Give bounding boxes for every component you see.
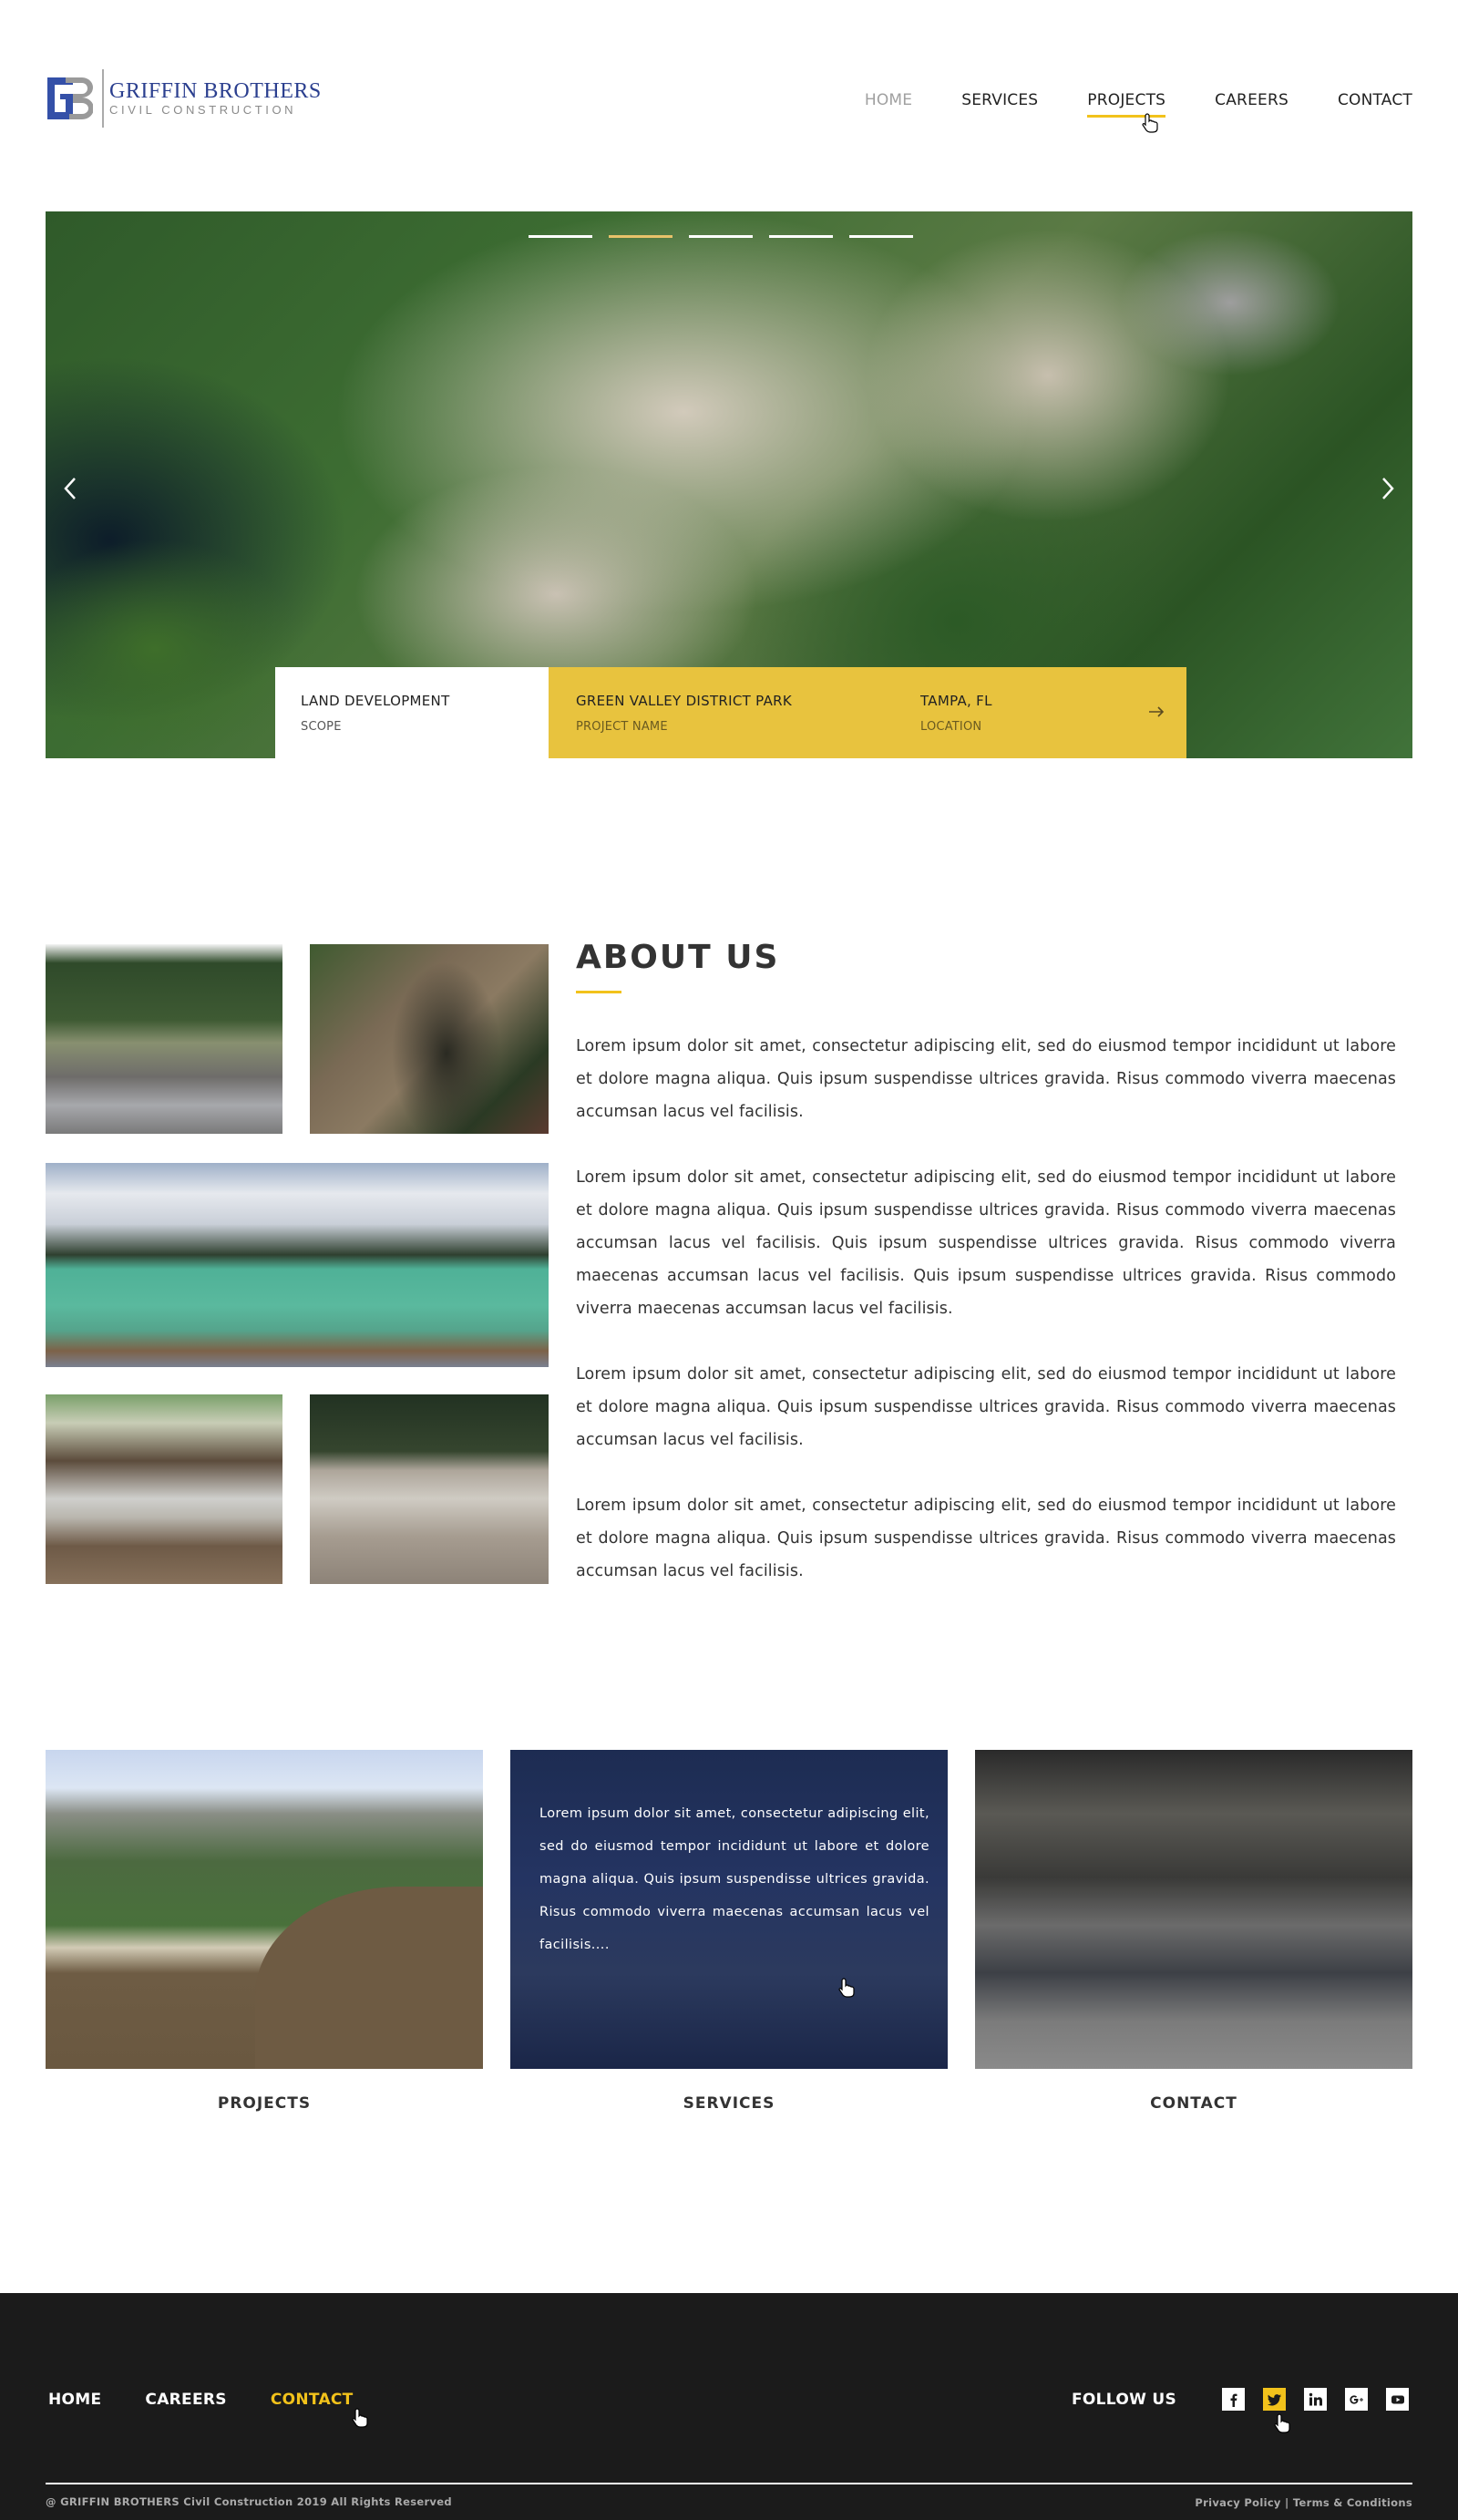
location-label: LOCATION [920, 720, 982, 734]
logo-divider [102, 69, 104, 128]
gabion-channel-photo [46, 944, 282, 1134]
nav-careers[interactable]: CAREERS [1215, 91, 1289, 109]
privacy-policy-link[interactable]: Privacy Policy [1195, 2496, 1281, 2509]
footer-nav [48, 2391, 354, 2409]
youtube-icon[interactable] [1386, 2388, 1409, 2411]
legal-links [1195, 2496, 1412, 2509]
slide-indicator-2[interactable] [609, 235, 673, 238]
hand-cursor-icon [1142, 113, 1158, 133]
logo-name: GRIFFIN BROTHERS [109, 79, 322, 103]
about-title: ABOUT US [576, 939, 780, 976]
social-links [1222, 2388, 1409, 2411]
location-value: TAMPA, FL [920, 693, 992, 709]
hand-cursor-icon [838, 1978, 855, 1998]
scope-block [275, 667, 549, 758]
terms-link[interactable]: Terms & Conditions [1292, 2496, 1412, 2509]
project-info-card[interactable] [275, 667, 1186, 758]
footer-divider [46, 2483, 1412, 2484]
nav-projects[interactable]: PROJECTS [1087, 91, 1166, 109]
nav-home[interactable]: HOME [864, 91, 913, 109]
chevron-right-icon[interactable] [1378, 476, 1396, 501]
footer-nav-contact[interactable]: CONTACT [270, 2391, 354, 2409]
title-underline [576, 991, 621, 993]
project-name-value: GREEN VALLEY DISTRICT PARK [576, 693, 792, 709]
tile-contact[interactable] [975, 1750, 1412, 2113]
slide-indicator-3[interactable] [689, 235, 753, 238]
nav-services[interactable]: SERVICES [961, 91, 1039, 109]
night-building-photo[interactable] [510, 1750, 948, 2069]
tile-caption-projects[interactable]: PROJECTS [217, 2094, 312, 2113]
site-header [0, 0, 1458, 211]
follow-us-label: FOLLOW US [1072, 2391, 1176, 2409]
arrow-right-icon[interactable] [1148, 705, 1165, 718]
tile-caption-services[interactable]: SERVICES [683, 2094, 775, 2113]
google-plus-icon[interactable] [1345, 2388, 1368, 2411]
site-footer [0, 2293, 1458, 2520]
about-gallery [46, 944, 549, 1586]
slide-indicator-4[interactable] [769, 235, 833, 238]
open-office-photo[interactable] [975, 1750, 1412, 2069]
aerial-site-photo [310, 944, 549, 1134]
hand-cursor-icon [1274, 2413, 1290, 2433]
tile-services[interactable] [510, 1750, 948, 2113]
twitter-icon[interactable] [1263, 2388, 1286, 2411]
feature-tiles [46, 1750, 1412, 2113]
copyright-text: @ GRIFFIN BROTHERS Civil Construction 2019 All Rights Reserved [46, 2495, 452, 2508]
curb-photo [310, 1394, 549, 1584]
project-name-label: PROJECT NAME [576, 720, 668, 734]
footer-nav-careers[interactable]: CAREERS [145, 2391, 227, 2409]
about-section [576, 939, 1396, 1588]
logo[interactable] [46, 69, 322, 128]
gb-logo-mark-icon [46, 72, 93, 125]
hydroseeded-pond-photo [46, 1163, 549, 1367]
linkedin-icon[interactable] [1304, 2388, 1327, 2411]
footer-nav-home[interactable]: HOME [48, 2391, 102, 2409]
about-paragraph-4: Lorem ipsum dolor sit amet, consectetur adipiscing elit, sed do eiusmod tempor incididunt ut labore et dolore magna aliqua. Quis ipsum suspendisse ultrices gravida. Risus commodo viverra maecenas accumsan lacus vel facilisis. [576, 1497, 1396, 1580]
slide-indicator-5[interactable] [849, 235, 913, 238]
scope-value: LAND DEVELOPMENT [301, 693, 450, 709]
legal-separator: | [1285, 2496, 1289, 2509]
about-paragraph-3: Lorem ipsum dolor sit amet, consectetur adipiscing elit, sed do eiusmod tempor incididunt ut labore et dolore magna aliqua. Quis ipsum suspendisse ultrices gravida. Risus commodo viverra maecenas accumsan lacus vel facilisis. [576, 1365, 1396, 1449]
hand-cursor-icon [352, 2408, 368, 2428]
about-paragraph-2: Lorem ipsum dolor sit amet, consectetur adipiscing elit, sed do eiusmod tempor incididunt ut labore et dolore magna aliqua. Quis ipsum suspendisse ultrices gravida. Risus commodo viverra maecenas accumsan lacus vel facilisis. Quis ipsum suspendisse ultrices gravida. Risus commodo viverra maecenas accumsan lacus vel facilisis. Quis ipsum suspendisse ultrices gravida. Risus commodo viverra maecenas accumsan lacus vel facilisis. [576, 1168, 1396, 1318]
retention-pond-aerial-photo[interactable] [46, 1750, 483, 2069]
slider-indicators [529, 235, 913, 238]
about-paragraph-1: Lorem ipsum dolor sit amet, consectetur adipiscing elit, sed do eiusmod tempor incididunt ut labore et dolore magna aliqua. Quis ipsum suspendisse ultrices gravida. Risus commodo viverra maecenas accumsan lacus vel facilisis. [576, 1037, 1396, 1121]
slide-indicator-1[interactable] [529, 235, 592, 238]
project-block [549, 667, 1186, 758]
scope-label: SCOPE [301, 720, 342, 734]
tile-projects[interactable] [46, 1750, 483, 2113]
services-overlay-text: Lorem ipsum dolor sit amet, consectetur adipiscing elit, sed do eiusmod tempor incididunt ut labore et dolore magna aliqua. Quis ipsum suspendisse ultrices gravida. Risus commodo viverra maecenas accumsan lacus vel facilisis.... [539, 1806, 929, 1952]
chevron-left-icon[interactable] [62, 476, 80, 501]
logo-tagline: CIVIL CONSTRUCTION [109, 103, 297, 117]
tile-caption-contact[interactable]: CONTACT [1150, 2094, 1237, 2113]
main-nav [865, 91, 1412, 109]
concrete-drainage-photo [46, 1394, 282, 1584]
nav-contact[interactable]: CONTACT [1337, 91, 1412, 109]
hero-slider[interactable] [46, 211, 1412, 758]
facebook-icon[interactable] [1222, 2388, 1245, 2411]
